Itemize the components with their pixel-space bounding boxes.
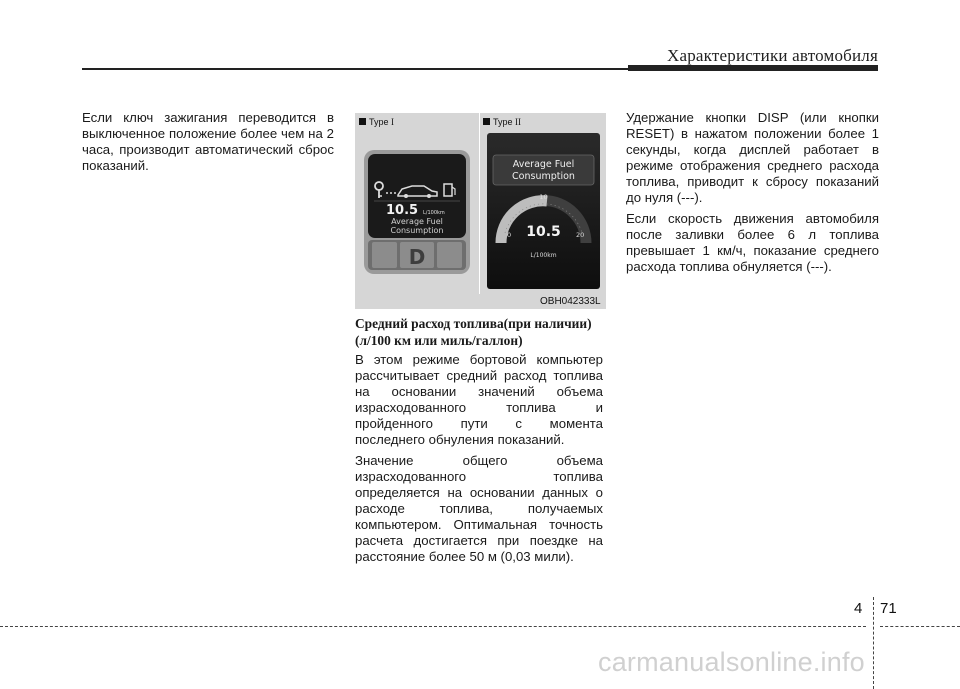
figure-divider bbox=[479, 113, 480, 294]
watermark: carmanualsonline.info bbox=[598, 647, 865, 677]
footer-rule-right bbox=[880, 626, 960, 627]
type-1-caption-line1: Average Fuel bbox=[391, 217, 443, 226]
page-number: 71 bbox=[880, 600, 897, 617]
gauge-mid-label: 10 bbox=[539, 193, 548, 201]
dotted-range-line bbox=[386, 192, 396, 194]
gear-indicator: D bbox=[408, 245, 426, 269]
right-column bbox=[626, 110, 879, 275]
square-bullet-icon bbox=[359, 118, 366, 125]
right-paragraph-2: Если скорость движения автомобиля после заливки более 6 л топлива превышает 1 км/ч, показание среднего расхода топлива обнуляется (---). bbox=[626, 210, 879, 274]
left-column bbox=[82, 110, 334, 174]
footer-divider bbox=[873, 597, 874, 689]
gauge-max-label: 20 bbox=[576, 231, 585, 239]
type-2-gauge-display bbox=[487, 133, 600, 289]
type-2-caption-line1: Average Fuel bbox=[512, 159, 575, 170]
type-1-cluster-display bbox=[364, 150, 470, 274]
header-rule bbox=[82, 68, 878, 70]
chapter-number: 4 bbox=[854, 600, 863, 617]
type-1-label: Type I bbox=[359, 117, 394, 127]
type-2-caption-line2: Consumption bbox=[512, 171, 575, 182]
square-bullet-icon bbox=[483, 118, 490, 125]
middle-paragraph-2: Значение общего объема израсходованного топлива определяется на основании данных о расходе топлива, получаемых компьютером. Оптимальная точность расчета достигается при поездке на расстояние более 50 м (0,03 мили). bbox=[355, 452, 603, 565]
footer-rule bbox=[0, 626, 866, 627]
middle-paragraph-1: В этом режиме бортовой компьютер рассчитывает средний расход топлива на основании значений объема израсходованного топлива и пройденного пути с момента последнего обнуления показаний. bbox=[355, 352, 603, 448]
section-title: Характеристики автомобиля bbox=[667, 46, 878, 65]
type-1-unit: L/100km bbox=[423, 210, 445, 216]
section-heading: Средний расход топлива(при наличии) (л/100 км или миль/галлон) bbox=[355, 316, 592, 348]
middle-column bbox=[355, 315, 603, 565]
gauge-min-label: 0 bbox=[507, 231, 512, 239]
type-1-caption-line2: Consumption bbox=[390, 226, 444, 235]
type-2-unit: L/100km bbox=[530, 252, 557, 259]
type-1-value: 10.5 bbox=[386, 203, 419, 218]
right-paragraph-1: Удержание кнопки DISP (или кнопки RESET) в нажатом положении более 1 секунды, когда дисплей работает в режиме отображения среднего расхода топлива, приводит к сбросу показаний до нуля (---). bbox=[626, 110, 879, 206]
figure-code: OBH042333L bbox=[540, 296, 601, 307]
left-paragraph: Если ключ зажигания переводится в выключенное положение более чем на 2 часа, производит автоматический сброс показаний. bbox=[82, 110, 334, 174]
type-2-label: Type II bbox=[483, 117, 521, 127]
type-2-value: 10.5 bbox=[526, 224, 561, 240]
